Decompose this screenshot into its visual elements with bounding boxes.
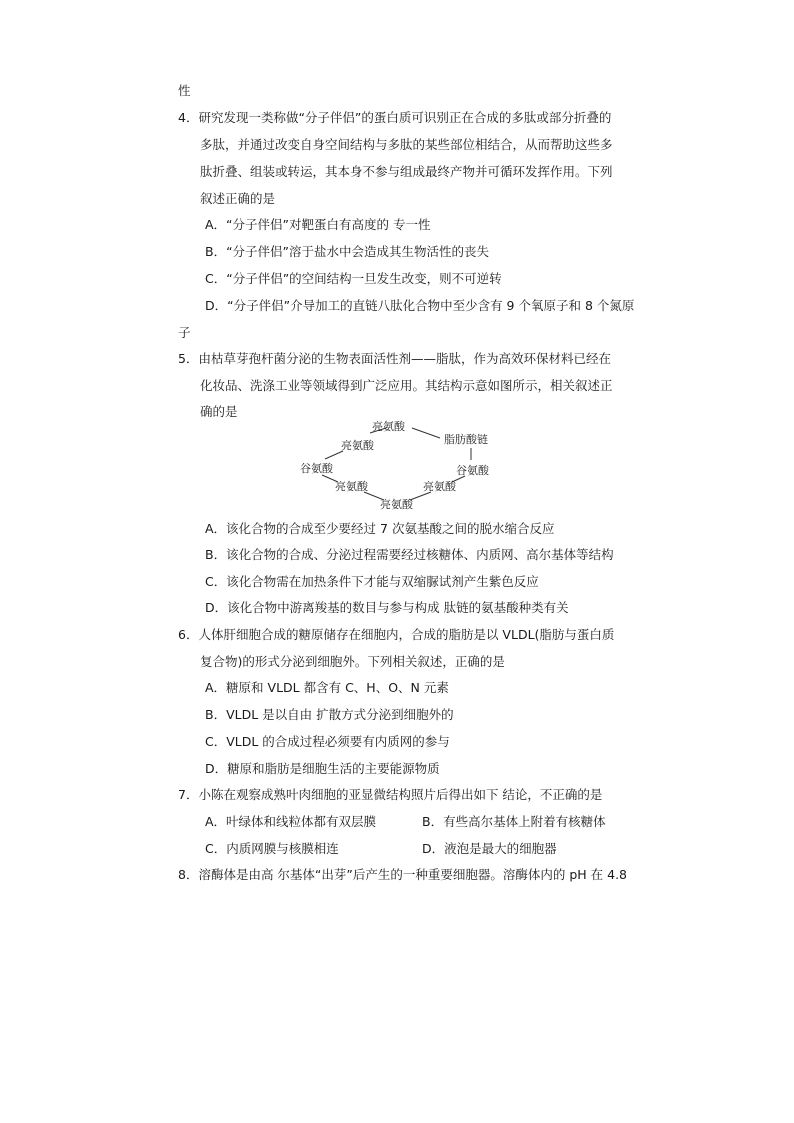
q4-option-d: D．“分子伴侣”介导加工的直链八肽化合物中至少含有 9 个氧原子和 8 个氮原 xyxy=(205,298,635,313)
q4-stem-line: 多肽，并通过改变自身空间结构与多肽的某些部位相结合，从而帮助这些多 xyxy=(200,137,613,152)
q7-stem: 7．小陈在观察成熟叶肉细胞的亚显微结构照片后得出如下 结论，不正确的是 xyxy=(178,787,603,802)
residue-left: 谷氨酸 xyxy=(300,462,333,475)
q8-stem: 8．溶酶体是由高 尔基体“出芽”后产生的一种重要细胞器。溶酶体内的 pH 在 4.8 xyxy=(178,867,628,882)
bond-line xyxy=(412,428,440,438)
bond-line xyxy=(325,451,343,459)
q5-option-d: D．该化合物中游离羧基的数目与参与构成 肽链的氨基酸种类有关 xyxy=(205,600,569,615)
q5-stem-line: 5．由枯草芽孢杆菌分泌的生物表面活性剂——脂肽，作为高效环保材料已经在 xyxy=(178,351,611,366)
residue-lower-right: 亮氨酸 xyxy=(423,480,456,493)
q4-stem-line: 肽折叠、组装或转运，其本身不参与组成最终产物并可循环发挥作用。下列 xyxy=(200,164,613,179)
q6-stem-line: 6．人体肝细胞合成的糖原储存在细胞内，合成的脂肪是以 VLDL(脂肪与蛋白质 xyxy=(178,627,615,642)
q6-option-a: A．糖原和 VLDL 都含有 C、H、O、N 元素 xyxy=(205,680,449,695)
q4-option-c: C．“分子伴侣”的空间结构一旦发生改变，则不可逆转 xyxy=(205,271,502,286)
q5-option-b: B．该化合物的合成、分泌过程需要经过核糖体、内质网、高尔基体等结构 xyxy=(205,547,614,562)
q4-stem-line: 4．研究发现一类称做“分子伴侣”的蛋白质可识别正在合成的多肽或部分折叠的 xyxy=(178,110,612,125)
q4-option-b: B．“分子伴侣”溶于盐水中会造成其生物活性的丧失 xyxy=(205,244,490,259)
q6-option-b: B．VLDL 是以自由 扩散方式分泌到细胞外的 xyxy=(205,707,454,722)
q7-option-d: D．液泡是最大的细胞器 xyxy=(422,841,557,856)
fatty-acid-chain: 脂肪酸链 xyxy=(444,433,488,446)
q7-option-b: B．有些高尔基体上附着有核糖体 xyxy=(422,814,606,829)
q4-stem-line: 叙述正确的是 xyxy=(200,191,276,206)
residue-top: 亮氨酸 xyxy=(372,420,405,433)
q6-stem-line: 复合物)的形式分泌到细胞外。下列相关叙述，正确的是 xyxy=(200,654,505,669)
q3-tail: 性 xyxy=(178,83,191,98)
q7-option-a: A．叶绿体和线粒体都有双层膜 xyxy=(205,814,377,829)
bond-line xyxy=(410,492,431,500)
residue-upper-left: 亮氨酸 xyxy=(341,439,374,452)
lipopeptide-structure-diagram xyxy=(290,418,500,514)
q5-option-c: C．该化合物需在加热条件下才能与双缩脲试剂产生紫色反应 xyxy=(205,574,539,589)
q4-option-a: A．“分子伴侣”对靶蛋白有高度的 专一性 xyxy=(205,217,431,232)
q5-stem-line: 化妆品、洗涤工业等领域得到广泛应用。其结构示意如图所示，相关叙述正 xyxy=(200,378,613,393)
q5-option-a: A．该化合物的合成至少要经过 7 次氨基酸之间的脱水缩合反应 xyxy=(205,521,555,536)
q6-option-c: C．VLDL 的合成过程必须要有内质网的参与 xyxy=(205,734,450,749)
lipopeptide-svg xyxy=(290,418,500,514)
residue-right: 谷氨酸 xyxy=(456,464,489,477)
q7-option-c: C．内质网膜与核膜相连 xyxy=(205,841,339,856)
residue-bottom: 亮氨酸 xyxy=(380,498,413,511)
q6-option-d: D．糖原和脂肪是细胞生活的主要能源物质 xyxy=(205,761,440,776)
residue-lower-left: 亮氨酸 xyxy=(335,480,368,493)
q5-stem-line: 确的是 xyxy=(200,404,238,419)
q4-option-d-wrap: 子 xyxy=(178,325,191,340)
